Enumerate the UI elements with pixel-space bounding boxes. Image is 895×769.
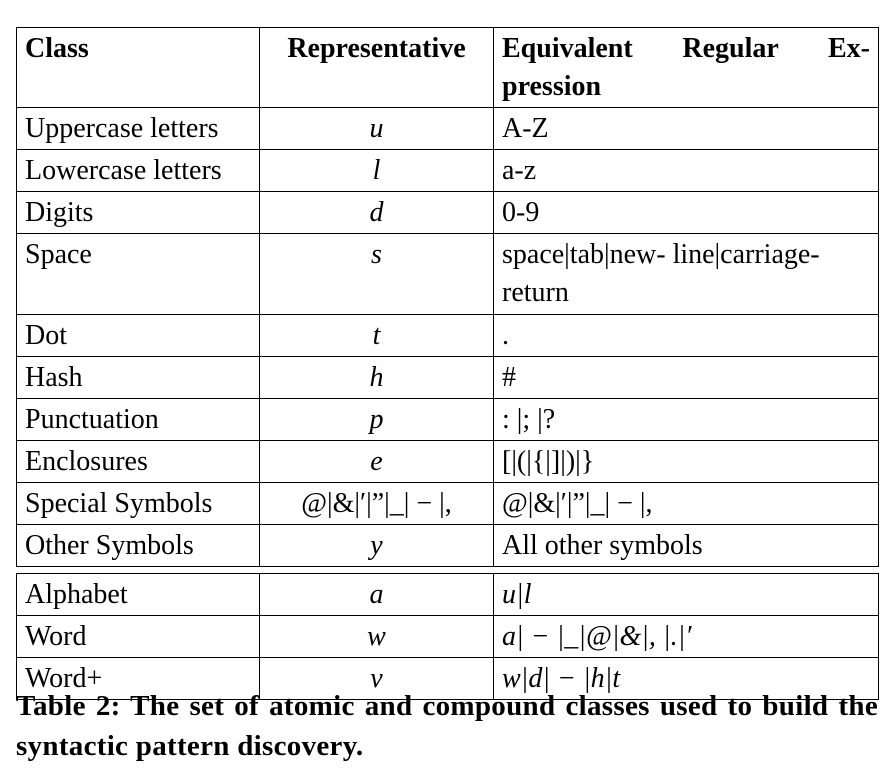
regex-cell: u|l — [494, 574, 879, 616]
class-cell: Digits — [17, 192, 260, 234]
table-row — [17, 234, 879, 315]
class-cell: Word+ — [17, 658, 260, 700]
regex-cell: A-Z — [494, 108, 879, 150]
representative-cell: a — [260, 574, 494, 616]
table-row — [17, 441, 879, 483]
representative-cell: y — [260, 525, 494, 567]
table-row — [17, 483, 879, 525]
table-row — [17, 616, 879, 658]
classes-table-container — [16, 27, 878, 700]
class-cell: Punctuation — [17, 399, 260, 441]
regex-cell: a| − |_|@|&|, |.|′ — [494, 616, 879, 658]
regex-cell: [|(|{|]|)|} — [494, 441, 879, 483]
representative-cell: u — [260, 108, 494, 150]
class-cell: Other Symbols — [17, 525, 260, 567]
class-cell: Special Symbols — [17, 483, 260, 525]
class-cell: Enclosures — [17, 441, 260, 483]
table-caption: Table 2: The set of atomic and compound classes used to build the syntactic pattern discovery. — [16, 690, 878, 762]
regex-cell: # — [494, 357, 879, 399]
regex-cell: . — [494, 315, 879, 357]
regex-cell: space|tab|new- line|carriage-return — [494, 234, 879, 315]
representative-cell: l — [260, 150, 494, 192]
header-representative: Representative — [260, 28, 494, 108]
table-row — [17, 315, 879, 357]
regex-cell: @|&|′|”|_| − |, — [494, 483, 879, 525]
class-cell: Dot — [17, 315, 260, 357]
regex-cell: a-z — [494, 150, 879, 192]
header-regex: Equivalent Regular Ex- pression — [494, 28, 879, 108]
table-row — [17, 192, 879, 234]
regex-cell: All other symbols — [494, 525, 879, 567]
representative-cell: h — [260, 357, 494, 399]
table-row — [17, 150, 879, 192]
class-cell: Alphabet — [17, 574, 260, 616]
table-row — [17, 574, 879, 616]
class-cell: Uppercase letters — [17, 108, 260, 150]
table-row — [17, 357, 879, 399]
class-cell: Hash — [17, 357, 260, 399]
class-cell: Lowercase letters — [17, 150, 260, 192]
table-section-gap — [17, 567, 879, 574]
classes-table — [16, 27, 879, 700]
class-cell: Space — [17, 234, 260, 315]
representative-cell: @|&|′|”|_| − |, — [260, 483, 494, 525]
table-row — [17, 108, 879, 150]
representative-cell: s — [260, 234, 494, 315]
header-class: Class — [17, 28, 260, 108]
representative-cell: t — [260, 315, 494, 357]
table-row — [17, 525, 879, 567]
representative-cell: d — [260, 192, 494, 234]
regex-cell: 0-9 — [494, 192, 879, 234]
regex-cell: w|d| − |h|t — [494, 658, 879, 700]
table-row — [17, 399, 879, 441]
class-cell: Word — [17, 616, 260, 658]
representative-cell: e — [260, 441, 494, 483]
table-header-row — [17, 28, 879, 108]
representative-cell: w — [260, 616, 494, 658]
representative-cell: v — [260, 658, 494, 700]
representative-cell: p — [260, 399, 494, 441]
regex-cell: : |; |? — [494, 399, 879, 441]
